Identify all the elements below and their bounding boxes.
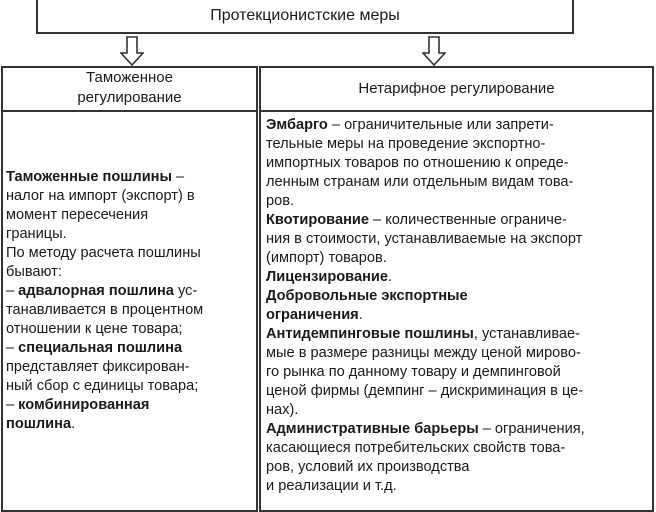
embargo-line-5: ров. — [266, 193, 295, 209]
nontariff-header — [259, 66, 654, 112]
combined-term: комбинированная — [18, 397, 150, 413]
embargo-line-4: ленным странам или отдельным видам това- — [266, 174, 574, 190]
nontariff-content — [266, 116, 650, 496]
down-arrow-icon — [120, 36, 144, 66]
combined-line-2: пошлина. — [6, 416, 76, 432]
customs-header-line2: регулирование — [77, 89, 182, 106]
embargo-line-1: Эмбарго – ограничительные или запрети- — [266, 117, 554, 133]
admin-term: Административные барьеры — [266, 421, 479, 437]
admin-line-1: Административные барьеры – ограничения, — [266, 421, 585, 437]
embargo-line-3: импортных товаров по отношению к опреде- — [266, 155, 569, 171]
adval-line-1: – адвалорная пошлина ус- — [6, 283, 198, 299]
duties-term: Таможенные пошлины — [6, 169, 172, 185]
licensing-term: Лицензирование — [266, 269, 388, 285]
customs-header-line1: Таможенное — [86, 69, 173, 86]
embargo-term: Эмбарго — [266, 117, 328, 133]
method-line-2: бывают: — [6, 264, 62, 280]
licensing-line: Лицензирование. — [266, 269, 393, 285]
adval-line-3: отношении к цене товара; — [6, 321, 183, 337]
embargo-line-2: тельные меры на проведение экспортно- — [266, 136, 546, 152]
duties-line-2: налог на импорт (экспорт) в — [6, 188, 195, 204]
duties-line-3: момент пересечения — [6, 207, 149, 223]
diagram-title-box — [36, 0, 574, 34]
quota-line-1: Квотирование – количественные ограниче- — [266, 212, 567, 228]
antidumping-line-1: Антидемпинговые пошлины, устанавливае- — [266, 326, 581, 342]
voluntary-term: Добровольные экспортные — [266, 288, 468, 304]
customs-header — [1, 66, 258, 112]
combined-line-1: – комбинированная — [6, 397, 150, 413]
customs-content — [6, 168, 252, 434]
antidumping-line-5: нах). — [266, 402, 299, 418]
antidumping-line-2: мые в размере разницы между ценой мирово- — [266, 345, 581, 361]
antidumping-line-3: го рынка по данному товару и демпинговой — [266, 364, 561, 380]
special-line-3: ный сбор с единицы товара; — [6, 378, 199, 394]
admin-line-3: ров, условий их производства — [266, 459, 470, 475]
antidumping-line-4: ценой фирмы (демпинг – дискриминация в це- — [266, 383, 584, 399]
quota-line-3: (импорт) товаров. — [266, 250, 387, 266]
diagram-title: Протекционистские меры — [210, 7, 400, 24]
quota-line-2: ния в стоимости, устанавливаемые на экспорт — [266, 231, 583, 247]
adval-line-2: танавливается в процентном — [6, 302, 204, 318]
quota-term: Квотирование — [266, 212, 369, 228]
duties-line-4: границы. — [6, 226, 67, 242]
voluntary-line-2: ограничения. — [266, 307, 363, 323]
nontariff-header-text: Нетарифное регулирование — [358, 79, 555, 97]
adval-term: адвалорная пошлина — [18, 283, 174, 299]
voluntary-line-1 — [266, 287, 650, 306]
admin-line-2: касающиеся потребительских свойств това- — [266, 440, 566, 456]
duties-line-1: Таможенные пошлины – — [6, 169, 185, 185]
admin-line-4: и реализации и т.д. — [266, 478, 397, 494]
special-term: специальная пошлина — [18, 340, 183, 356]
down-arrow-icon — [422, 36, 446, 66]
method-line-1: По методу расчета пошлины — [6, 245, 201, 261]
special-line-2: представляет фиксирован- — [6, 359, 190, 375]
antidumping-term: Антидемпинговые пошлины — [266, 326, 474, 342]
special-line-1: – специальная пошлина — [6, 340, 183, 356]
